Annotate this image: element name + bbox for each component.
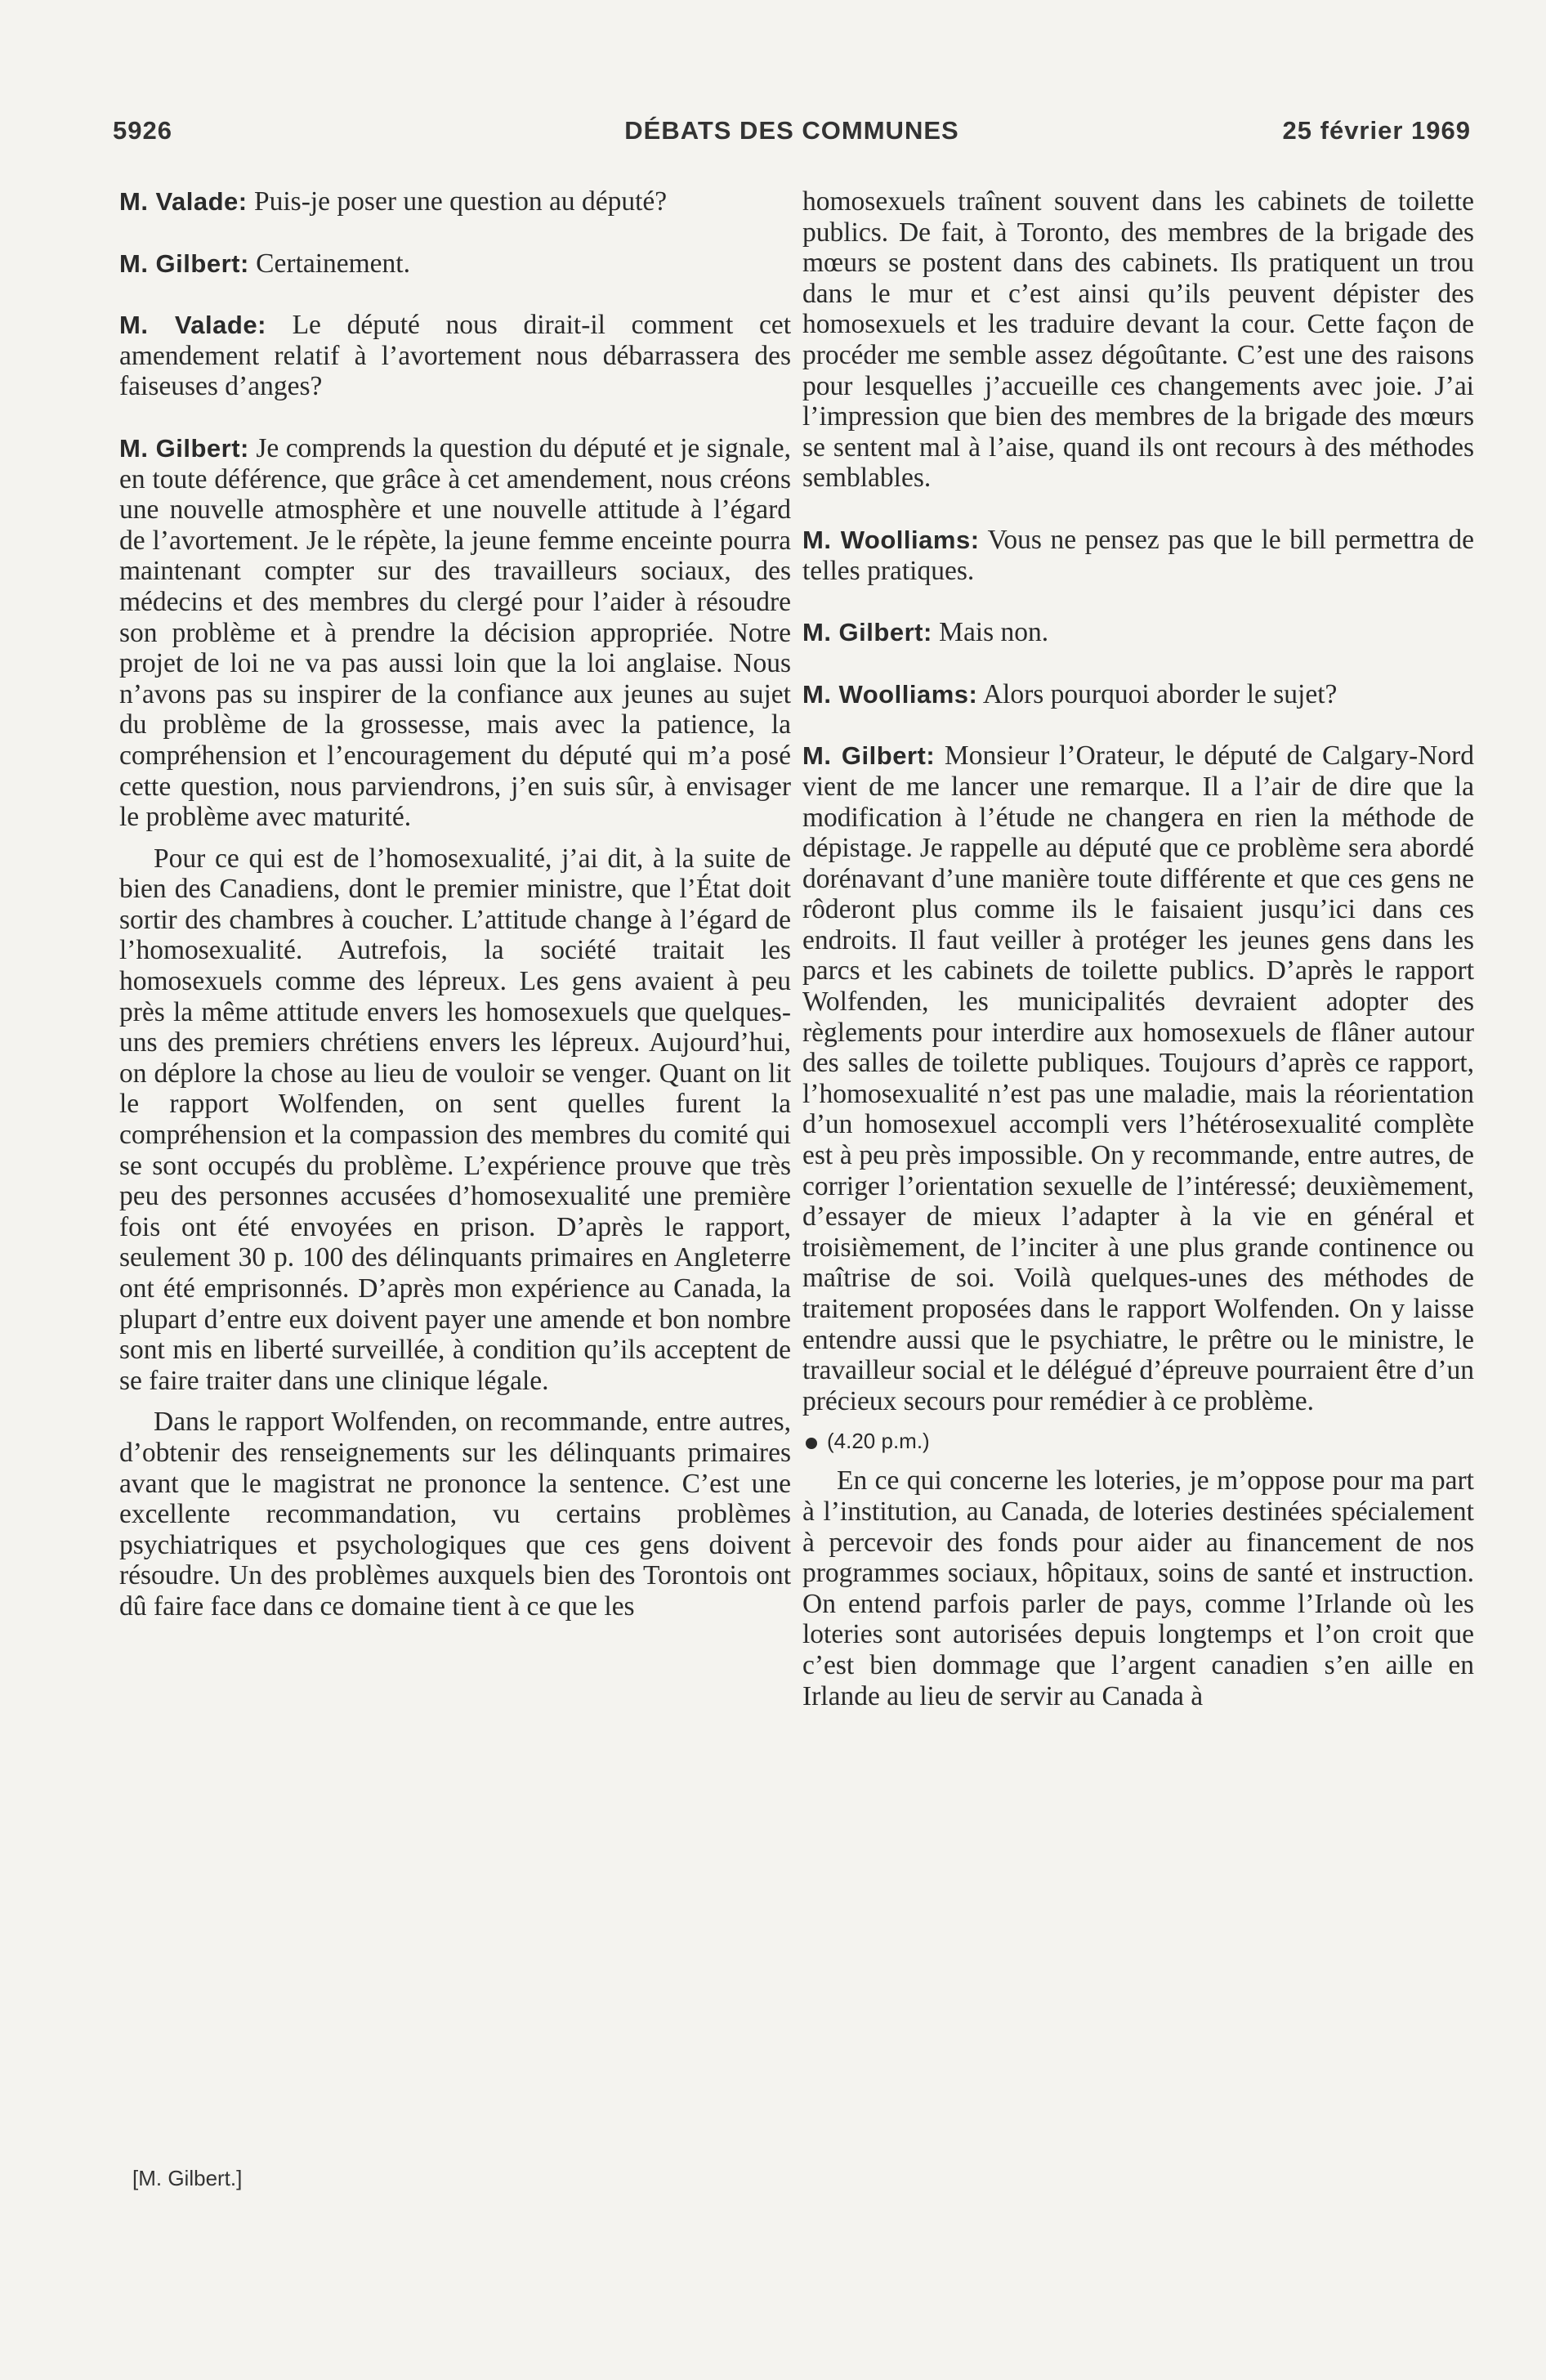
paragraph bbox=[802, 1465, 1474, 1711]
paragraph-text: Certainement. bbox=[256, 248, 410, 279]
paragraph bbox=[802, 186, 1474, 494]
paragraph-text: Puis-je poser une question au député? bbox=[253, 186, 668, 217]
bullet-icon bbox=[806, 1438, 817, 1449]
speaker-name: M. Valade: bbox=[119, 311, 266, 340]
paragraph-text: Mais non. bbox=[939, 617, 1049, 648]
speaker-name: M. Gilbert: bbox=[119, 433, 249, 463]
paragraph-text: Alors pourquoi aborder le sujet? bbox=[982, 678, 1338, 709]
paragraph bbox=[802, 679, 1474, 710]
page-number: 5926 bbox=[113, 116, 172, 145]
time-marker-text: (4.20 p.m.) bbox=[827, 1429, 930, 1454]
speaker-name: M. Woolliams: bbox=[802, 525, 980, 554]
paragraph-text: Je comprends la question du député et je signale, en toute déférence, que grâce à cet amendement, nous créons une nouvelle atmosphère et une nouvelle attitude à l’égard de l’avortement. Je le répète, la jeune femme enceinte pourra maintenant compter sur des travailleurs sociaux, des médecins et des membres du clergé pour l’aider à résoudre son problème et à prendre la décision appropriée. Notre projet de loi ne va pas aussi loin que la loi anglaise. Nous n’avons pas su inspirer de la confiance aux jeunes au sujet du problème de la grossesse, mais avec la patience, la compréhension et l’encouragement du député qui m’a posé cette question, nous parviendrons, j’en suis sûr, à envisager le problème avec maturité. bbox=[119, 432, 791, 833]
paragraph-text: Pour ce qui est de l’homosexualité, j’ai dit, à la suite de bien des Canadiens, dont le premier ministre, que l’État doit sortir des chambres à coucher. L’attitude change à l’égard de l’homosexualité. Autrefois, la société traitait les homosexuels comme des lépreux. Les gens avaient à peu près la même attitude envers les homosexuels que quelques-uns des premiers chrétiens envers les lépreux. Aujourd’hui, on déplore la chose au lieu de vouloir se venger. Quant on lit le rapport Wolfenden, on sent quelles furent la compréhension et la compassion des membres du comité qui se sont occupés du problème. L’expérience prouve que très peu des personnes accusées d’homosexualité une première fois ont été envoyées en prison. D’après le rapport, seulement 30 p. 100 des délinquants primaires en Angleterre ont été emprisonnés. D’après mon expérience au Canada, la plupart d’entre eux doivent payer une amende et bon nombre sont mis en liberté surveillée, à condition qu’ils acceptent de se faire traiter dans une clinique légale. bbox=[119, 843, 791, 1396]
paragraph-text: homosexuels traînent souvent dans les cabinets de toilette publics. De fait, à Toronto, des membres de la brigade des mœurs se postent dans des cabinets. Ils pratiquent un trou dans le mur et c’est ainsi qu’ils peuvent dépister des homosexuels et les traduire devant la cour. Cette façon de procéder me semble assez dégoûtante. C’est une des raisons pour lesquelles j’accueille ces changements avec joie. J’ai l’impression que bien des membres de la brigade des mœurs se sentent mal à l’aise, quand ils ont recours à des méthodes semblables. bbox=[802, 186, 1474, 494]
speaker-name: M. Woolliams: bbox=[802, 679, 978, 709]
speaker-name: M. Gilbert: bbox=[802, 618, 932, 647]
paragraph bbox=[802, 740, 1474, 1416]
paragraph bbox=[119, 248, 791, 280]
paragraph bbox=[802, 525, 1474, 586]
paragraph bbox=[119, 186, 791, 217]
speaker-name: M. Valade: bbox=[119, 187, 248, 216]
paragraph-text: Vous ne pensez pas que le bill permettra de telles pratiques. bbox=[802, 524, 1474, 586]
time-marker bbox=[802, 1427, 1474, 1455]
speaker-name: M. Gilbert: bbox=[802, 741, 936, 771]
footer-speaker-tag: [M. Gilbert.] bbox=[132, 2166, 243, 2190]
paragraph bbox=[119, 310, 791, 402]
left-column bbox=[119, 186, 791, 1622]
speaker-name: M. Gilbert: bbox=[119, 248, 249, 278]
paragraph-text: En ce qui concerne les loteries, je m’oppose pour ma part à l’institution, au Canada, de loteries destinées spécialement à percevoir des fonds pour aider au financement de nos programmes sociaux, hôpitaux, soins de santé et instruction. On entend parfois parler de pays, comme l’Irlande où les loteries sont autorisées depuis longtemps et l’on croit que c’est bien dommage que l’argent canadien s’en aille en Irlande au lieu de servir au Canada à bbox=[802, 1465, 1474, 1711]
paragraph bbox=[119, 433, 791, 833]
publication-date: 25 février 1969 bbox=[1282, 116, 1471, 145]
paragraph bbox=[802, 617, 1474, 648]
right-column bbox=[802, 186, 1474, 1711]
page-header bbox=[113, 116, 1471, 157]
paragraph bbox=[119, 1407, 791, 1622]
publication-title: DÉBATS DES COMMUNES bbox=[624, 116, 959, 145]
paragraph-text: Monsieur l’Orateur, le député de Calgary-Nord vient de me lancer une remarque. Il a l’air de dire que la modification à l’étude ne changera en rien la méthode de dépistage. Je rappelle au député que ce problème sera abordé dorénavant d’une manière toute différente et que ces gens ne rôderont plus comme ils le faisaient jusqu’ici dans ces endroits. Il faut veiller à protéger les jeunes gens dans les parcs et les cabinets de toilette publics. D’après le rapport Wolfenden, les municipalités devraient adopter des règlements pour interdire aux homosexuels de flâner autour des salles de toilette publiques. Toujours d’après ce rapport, l’homosexualité n’est pas une maladie, mais la réorientation d’un homosexuel accompli vers l’hétérosexualité complète est à peu près impossible. On y recommande, entre autres, de corriger l’orientation sexuelle de l’intéressé; deuxièmement, d’essayer de mieux l’adapter à la vie en général et troisièmement, de l’inciter à une plus grande continence ou maîtrise de soi. Voilà quelques-unes des méthodes de traitement proposées dans le rapport Wolfenden. On y laisse entendre aussi que le psychiatre, le prêtre ou le ministre, le travailleur social et le délégué d’épreuve pourraient être d’un précieux secours pour remédier à ce problème. bbox=[802, 740, 1474, 1416]
paragraph bbox=[119, 843, 791, 1397]
paragraph-text: Dans le rapport Wolfenden, on recommande, entre autres, d’obtenir des renseignements sur les délinquants primaires avant que le magistrat ne prononce la sentence. C’est une excellente recommandation, vu certains problèmes psychiatriques et psychologiques que ces gens doivent résoudre. Un des problèmes auxquels bien des Torontois ont dû faire face dans ce domaine tient à ce que les bbox=[119, 1407, 791, 1622]
paragraph-text: Le député nous dirait-il comment cet amendement relatif à l’avortement nous débarrassera des faiseuses d’anges? bbox=[119, 310, 792, 402]
